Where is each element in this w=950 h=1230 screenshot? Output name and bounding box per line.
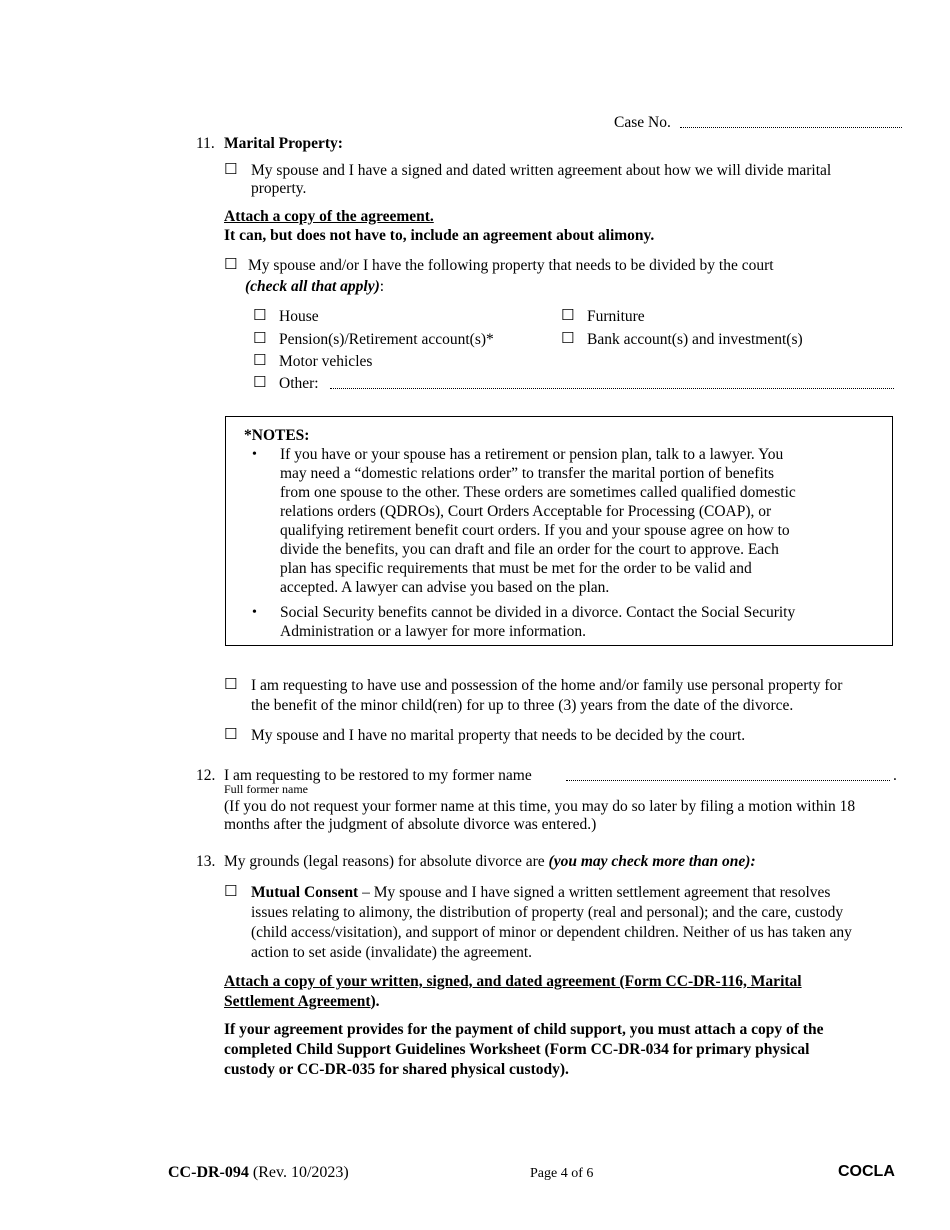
bullet-icon: • — [252, 447, 257, 462]
note-line: Social Security benefits cannot be divided in a divorce. Contact the Social Security — [280, 604, 796, 621]
former-name-caption: Full former name — [224, 782, 308, 796]
checkbox-other[interactable]: ☐ — [253, 373, 267, 391]
s11-number: 11. — [196, 135, 215, 152]
child-support-line2: completed Child Support Guidelines Worksheet (Form CC-DR-034 for primary physical — [224, 1041, 810, 1058]
checkbox-use-possession[interactable]: ☐ — [224, 675, 238, 693]
checkbox-house[interactable]: ☐ — [253, 306, 267, 324]
former-name-text: I am requesting to be restored to my former name — [224, 767, 532, 784]
note-line: may need a “domestic relations order” to transfer the marital portion of benefits — [280, 465, 775, 482]
note-line: plan has specific requirements that must be met for the order to be valid and — [280, 560, 752, 577]
note-line: qualifying retirement benefit court orders. If you and your spouse agree on how to — [280, 522, 790, 539]
attach-agreement-note: Attach a copy of the agreement. — [224, 208, 434, 225]
property-vehicles-label: Motor vehicles — [279, 353, 373, 370]
form-code: CC-DR-094 (Rev. 10/2023) — [168, 1164, 349, 1181]
checkbox-no-property[interactable]: ☐ — [224, 725, 238, 743]
former-name-field[interactable] — [566, 780, 890, 781]
bullet-icon: • — [252, 605, 257, 620]
checkbox-bank[interactable]: ☐ — [561, 329, 575, 347]
note-retirement — [280, 445, 880, 597]
attach-settlement-line1: Attach a copy of your written, signed, and dated agreement (Form CC-DR-116, Marital — [224, 973, 802, 990]
checkbox-court-divide[interactable]: ☐ — [224, 255, 238, 273]
court-divide-option-line1: My spouse and/or I have the following property that needs to be divided by the court — [248, 257, 774, 274]
use-possession-line1: I am requesting to have use and possession of the home and/or family use personal property for — [251, 677, 843, 694]
case-no-field[interactable] — [680, 127, 902, 128]
grounds-text: My grounds (legal reasons) for absolute divorce are (you may check more than one): — [224, 853, 756, 870]
use-possession-line2: the benefit of the minor child(ren) for up to three (3) years from the date of the divorce. — [251, 697, 794, 714]
mutual-consent-line2: issues relating to alimony, the distribution of property (real and personal); and the care, custody — [251, 904, 844, 921]
mutual-consent-line3: (child access/visitation), and support of minor or dependent children. Neither of us has taken any — [251, 924, 852, 941]
checkbox-mutual-consent[interactable]: ☐ — [224, 882, 238, 900]
org-logo-text: COCLA — [838, 1163, 895, 1180]
note-line: accepted. A lawyer can advise you based on the plan. — [280, 579, 610, 596]
note-social-security — [280, 603, 880, 641]
no-property-option: My spouse and I have no marital property that needs to be decided by the court. — [251, 727, 746, 744]
s13-number: 13. — [196, 853, 216, 870]
child-support-line1: If your agreement provides for the payment of child support, you must attach a copy of the — [224, 1021, 824, 1038]
property-other-label: Other: — [279, 375, 319, 392]
attach-settlement-line2: Settlement Agreement). — [224, 993, 380, 1010]
s12-number: 12. — [196, 767, 216, 784]
property-bank-label: Bank account(s) and investment(s) — [587, 331, 803, 348]
agreement-option-line1: My spouse and I have a signed and dated written agreement about how we will divide marital — [251, 162, 832, 179]
court-divide-option-line2: (check all that apply): — [245, 278, 385, 295]
page-number: Page 4 of 6 — [530, 1166, 594, 1181]
notes-title: *NOTES: — [244, 427, 310, 444]
case-no-label: Case No. — [614, 114, 671, 131]
alimony-note: It can, but does not have to, include an agreement about alimony. — [224, 227, 655, 244]
checkbox-pension[interactable]: ☐ — [253, 329, 267, 347]
mutual-consent-line1: Mutual Consent – My spouse and I have signed a written settlement agreement that resolves — [251, 884, 831, 901]
former-name-note-line1: (If you do not request your former name at this time, you may do so later by filing a motion within 18 — [224, 798, 856, 815]
agreement-option-line2: property. — [251, 180, 307, 197]
checkbox-furniture[interactable]: ☐ — [561, 306, 575, 324]
former-name-period: . — [893, 767, 897, 784]
checkbox-vehicles[interactable]: ☐ — [253, 351, 267, 369]
mutual-consent-line4: action to set aside (invalidate) the agreement. — [251, 944, 533, 961]
checkbox-agreement[interactable]: ☐ — [224, 160, 238, 178]
s11-title: Marital Property: — [224, 135, 343, 152]
property-house-label: House — [279, 308, 319, 325]
former-name-note-line2: months after the judgment of absolute divorce was entered.) — [224, 816, 597, 833]
other-property-field[interactable] — [330, 388, 894, 389]
note-line: Administration or a lawyer for more information. — [280, 623, 587, 640]
note-line: from one spouse to the other. These orders are sometimes called qualified domestic — [280, 484, 796, 501]
note-line: divide the benefits, you can draft and file an order for the court to approve. Each — [280, 541, 779, 558]
property-furniture-label: Furniture — [587, 308, 645, 325]
child-support-line3: custody or CC-DR-035 for shared physical custody). — [224, 1061, 569, 1078]
note-line: If you have or your spouse has a retirement or pension plan, talk to a lawyer. You — [280, 446, 784, 463]
note-line: relations orders (QDROs), Court Orders Acceptable for Processing (COAP), or — [280, 503, 772, 520]
property-pension-label: Pension(s)/Retirement account(s)* — [279, 331, 494, 348]
